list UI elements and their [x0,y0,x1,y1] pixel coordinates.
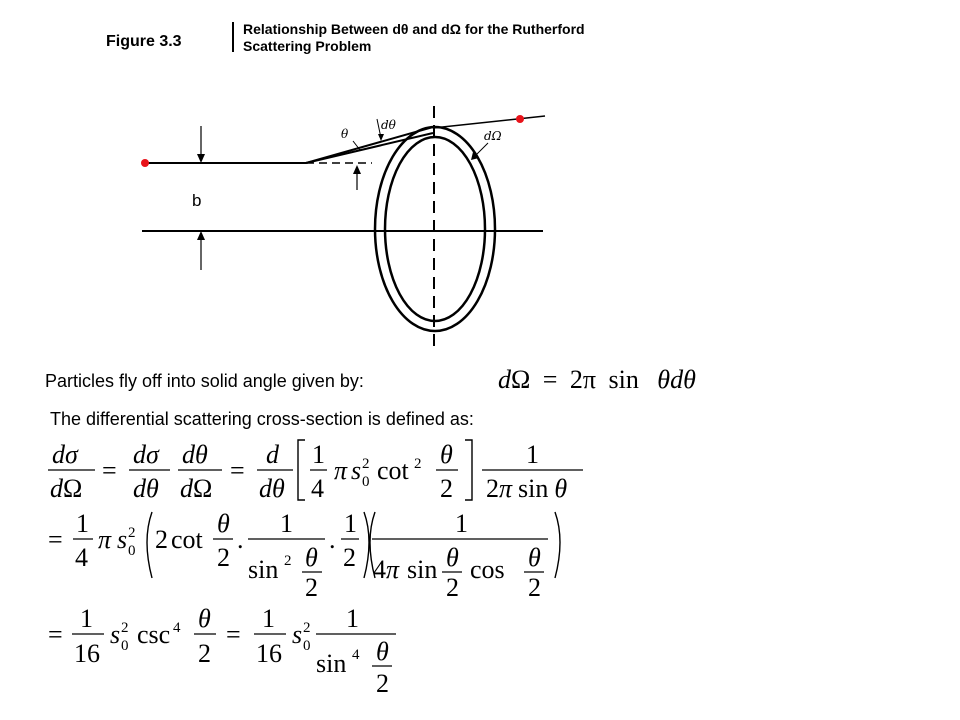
outgoing-ray [433,116,545,128]
svg-text:4: 4 [173,620,181,636]
svg-text:dθ: dθ [133,474,159,503]
svg-text:.: . [329,525,336,554]
svg-text:1: 1 [262,604,275,633]
cross-section-intro: The differential scattering cross-section is defined as: [50,409,474,429]
svg-text:dσ: dσ [52,440,78,469]
svg-text:s: s [351,456,362,485]
scattered-ray-outer [306,133,433,163]
svg-text:cos: cos [470,555,505,584]
svg-text:s: s [110,620,121,649]
figure-title-line2: Scattering Problem [243,38,372,54]
svg-text:0: 0 [128,543,136,559]
svg-text:0: 0 [303,638,311,654]
domega-label: dΩ [484,129,502,143]
svg-text:.: . [237,525,244,554]
svg-text:2: 2 [121,620,129,636]
svg-text:θ: θ [217,509,230,538]
svg-text:4: 4 [352,647,360,663]
svg-text:1: 1 [312,440,325,469]
svg-text:4: 4 [311,474,324,503]
svg-text:θ: θ [376,637,389,666]
cross-section-derivative-equation [48,509,560,602]
svg-text:2: 2 [303,620,311,636]
svg-text:cot: cot [377,456,409,485]
svg-text:0: 0 [121,638,129,654]
svg-text:s: s [292,620,303,649]
svg-text:=: = [102,456,117,485]
svg-text:2: 2 [376,669,389,698]
svg-text:θ: θ [305,543,318,572]
svg-text:2: 2 [343,543,356,572]
svg-text:dΩ = 2π sin: dΩ = 2π sin θdθ [498,365,696,394]
svg-text:2: 2 [217,543,230,572]
svg-text:sin: sin [316,649,347,678]
svg-text:2: 2 [414,456,422,472]
svg-text:θ: θ [528,543,541,572]
svg-text:dΩ: dΩ [180,474,213,503]
svg-text:sin: sin [248,555,279,584]
svg-text:=: = [48,620,63,649]
scattered-particle-marker [516,115,524,123]
dtheta-pointer-head [378,134,384,141]
incoming-particle-marker [141,159,149,167]
svg-text:2: 2 [155,525,168,554]
svg-text:=: = [230,456,245,485]
b-arrow-lower-head [197,231,205,240]
b-arrow-upper-head [197,154,205,163]
svg-text:1: 1 [346,604,359,633]
svg-text:d: d [266,440,279,469]
domega-pointer [476,143,488,155]
impact-parameter-label: b [192,191,202,210]
svg-text:2πsinθ: 2π sin θ [486,474,568,503]
svg-text:dθ: dθ [259,474,285,503]
svg-text:cot: cot [171,525,203,554]
dtheta-label: dθ [381,118,396,132]
svg-text:2: 2 [528,573,541,602]
figure-label: Figure 3.3 [106,33,182,50]
svg-text:=: = [226,620,241,649]
svg-text:θ: θ [446,543,459,572]
svg-text:=: = [48,525,63,554]
svg-text:1: 1 [80,604,93,633]
svg-text:dΩ: dΩ [50,474,83,503]
svg-text:4: 4 [75,543,88,572]
svg-text:θ: θ [198,604,211,633]
svg-text:s: s [117,525,128,554]
svg-text:4: 4 [373,555,386,584]
theta-label: θ [341,127,349,141]
svg-text:1: 1 [526,440,539,469]
svg-text:csc: csc [137,620,171,649]
svg-text:2: 2 [362,456,370,472]
svg-text:1: 1 [76,509,89,538]
svg-text:π: π [386,555,400,584]
svg-text:1: 1 [344,509,357,538]
solid-angle-equation [498,365,696,394]
figure-header [106,21,585,54]
svg-text:1: 1 [455,509,468,538]
svg-text:16: 16 [74,639,100,668]
scattering-diagram [141,106,545,352]
svg-text:2: 2 [198,639,211,668]
svg-text:dθ: dθ [182,440,208,469]
svg-text:2: 2 [305,573,318,602]
svg-text:π: π [98,525,112,554]
svg-text:θ: θ [440,440,453,469]
cross-section-result-equation [48,604,396,698]
cross-section-definition-equation [48,440,583,503]
offset-arrow-head [353,165,361,174]
figure-title-line1: Relationship Between dθ and dΩ for the Rutherford [243,21,585,37]
svg-text:1: 1 [280,509,293,538]
svg-text:2: 2 [446,573,459,602]
solid-angle-intro: Particles fly off into solid angle given by: [45,371,364,391]
svg-text:2: 2 [128,525,136,541]
svg-text:16: 16 [256,639,282,668]
svg-text:2: 2 [440,474,453,503]
svg-text:0: 0 [362,474,370,490]
svg-text:π: π [334,456,348,485]
svg-text:sin: sin [407,555,438,584]
svg-text:2: 2 [284,553,292,569]
svg-text:dσ: dσ [133,440,159,469]
